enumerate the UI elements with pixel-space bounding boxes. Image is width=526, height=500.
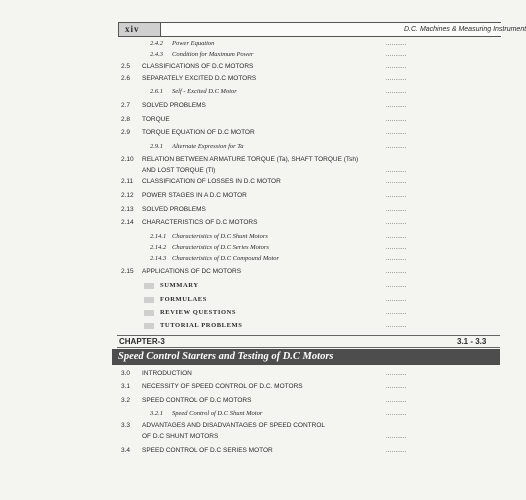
section-number: 2.12: [121, 192, 134, 199]
dot-leader: ...........: [386, 256, 407, 262]
dot-leader: ...........: [386, 220, 407, 226]
toc-entry: [0, 100, 500, 112]
bullet-bar: [144, 310, 154, 316]
subsection-number: 2.9.1: [150, 143, 163, 150]
dot-leader: ...........: [386, 193, 407, 199]
subsection-number: 2.14.1: [150, 233, 167, 240]
dot-leader: ...........: [386, 234, 407, 240]
subsection-number: 3.2.1: [150, 410, 163, 417]
entry-title: Self - Excited D.C Motor: [172, 88, 237, 95]
entry-title: SPEED CONTROL OF D.C SERIES MOTOR: [142, 447, 273, 454]
subsection-number: 2.14.3: [150, 255, 167, 262]
entry-title: Alternate Expression for Ta: [172, 143, 244, 150]
toc-entry: [0, 73, 500, 85]
toc-entry: [0, 266, 500, 278]
entry-title: APPLICATIONS OF DC MOTORS: [142, 268, 242, 275]
bullet-bar: [144, 323, 154, 329]
toc-entry: [0, 217, 500, 229]
section-number: 2.15: [121, 268, 134, 275]
toc-entry: [0, 368, 500, 380]
dot-leader: ...........: [386, 207, 407, 213]
chapter-page-range: 3.1 - 3.3: [457, 337, 487, 346]
dot-leader: ...........: [386, 76, 407, 82]
toc-entry: [0, 127, 500, 139]
book-title: D.C. Machines & Measuring Instrument: [404, 26, 526, 33]
dot-leader: ...........: [386, 103, 407, 109]
entry-title: CLASSIFICATION OF LOSSES IN D.C MOTOR: [142, 178, 281, 185]
section-number: 2.6: [121, 75, 131, 82]
dot-leader: ...........: [386, 117, 407, 123]
chapter-title: Speed Control Starters and Testing of D.C Motors: [112, 349, 500, 365]
section-number: 2.13: [121, 206, 134, 213]
entry-title: POWER STAGES IN A D.C MOTOR: [142, 192, 247, 199]
toc-entry: [0, 408, 500, 420]
toc-entry: [0, 307, 500, 319]
subsection-number: 2.4.3: [150, 51, 163, 58]
entry-title: RELATION BETWEEN ARMATURE TORQUE (Ta), SHAFT TORQUE (Tsh): [142, 156, 359, 163]
toc-entry: [0, 141, 500, 153]
toc-entry: [0, 320, 500, 332]
section-number: 3.1: [121, 383, 131, 390]
dot-leader: ...........: [386, 371, 407, 377]
dot-leader: ...........: [386, 384, 407, 390]
entry-title: CLASSIFICATIONS OF D.C MOTORS: [142, 63, 254, 70]
dot-leader: ...........: [386, 297, 407, 303]
subsection-number: 2.14.2: [150, 244, 167, 251]
section-number: 3.3: [121, 422, 131, 429]
toc-entry: [0, 176, 500, 188]
section-number: 2.9: [121, 129, 131, 136]
toc-entry: [0, 190, 500, 202]
bullet-bar: [144, 297, 154, 303]
entry-title: FORMULAES: [160, 296, 207, 303]
entry-title: CHARACTERISTICS OF D.C MOTORS: [142, 219, 258, 226]
entry-title: TORQUE: [142, 116, 170, 123]
dot-leader: ...........: [386, 398, 407, 404]
entry-title: Characteristics of D.C Series Motors: [172, 244, 269, 251]
entry-title: SOLVED PROBLEMS: [142, 206, 206, 213]
toc-entry: [0, 204, 500, 216]
dot-leader: ...........: [386, 245, 407, 251]
toc-entry: [0, 294, 500, 306]
dot-leader: ...........: [386, 144, 407, 150]
subsection-number: 2.6.1: [150, 88, 163, 95]
section-number: 3.4: [121, 447, 131, 454]
dot-leader: ...........: [386, 64, 407, 70]
entry-title: Speed Control of D.C Shunt Motor: [172, 410, 263, 417]
dot-leader: ...........: [386, 269, 407, 275]
entry-title: NECESSITY OF SPEED CONTROL OF D.C. MOTORS: [142, 383, 303, 390]
toc-entry: [0, 395, 500, 407]
toc-entry: [0, 61, 500, 73]
entry-title: TORQUE EQUATION OF D.C MOTOR: [142, 129, 255, 136]
entry-title: OF D.C SHUNT MOTORS: [142, 433, 219, 440]
toc-entry: [0, 49, 500, 61]
entry-title: Characteristics of D.C Compound Motor: [172, 255, 280, 262]
toc-entry: [0, 445, 500, 457]
entry-title: AND LOST TORQUE (Tl): [142, 167, 216, 174]
entry-title: SEPARATELY EXCITED D.C MOTORS: [142, 75, 257, 82]
dot-leader: ...........: [386, 52, 407, 58]
dot-leader: ...........: [386, 130, 407, 136]
page-header: [118, 22, 526, 37]
dot-leader: ...........: [386, 179, 407, 185]
section-number: 2.5: [121, 63, 131, 70]
toc-entry: [0, 381, 500, 393]
dot-leader: ...........: [386, 283, 407, 289]
section-number: 2.14: [121, 219, 134, 226]
toc-entry: [0, 431, 500, 443]
dot-leader: ...........: [386, 448, 407, 454]
section-number: 2.8: [121, 116, 131, 123]
bullet-bar: [144, 283, 154, 289]
chapter-heading: [117, 335, 500, 348]
section-number: 2.7: [121, 102, 131, 109]
toc-entry: [0, 86, 500, 98]
section-number: 2.10: [121, 156, 134, 163]
section-number: 2.11: [121, 178, 134, 185]
entry-title: TUTORIAL PROBLEMS: [160, 322, 243, 329]
toc-entry: [0, 253, 500, 265]
entry-title: INTRODUCTION: [142, 370, 192, 377]
entry-title: REVIEW QUESTIONS: [160, 309, 237, 316]
dot-leader: ...........: [386, 411, 407, 417]
page-number: xiv: [119, 23, 161, 36]
dot-leader: ...........: [386, 89, 407, 95]
dot-leader: ...........: [386, 41, 407, 47]
dot-leader: ...........: [386, 323, 407, 329]
entry-title: Characteristics of D.C Shunt Motors: [172, 233, 268, 240]
entry-title: SUMMARY: [160, 282, 199, 289]
entry-title: Condition for Maximum Power: [172, 51, 254, 58]
entry-title: Power Equation: [172, 40, 215, 47]
dot-leader: ...........: [386, 168, 407, 174]
section-number: 3.0: [121, 370, 131, 377]
entry-title: ADVANTAGES AND DISADVANTAGES OF SPEED CONTROL: [142, 422, 325, 429]
toc-entry: [0, 114, 500, 126]
subsection-number: 2.4.2: [150, 40, 163, 47]
entry-title: SPEED CONTROL OF D.C MOTORS: [142, 397, 252, 404]
dot-leader: ...........: [386, 310, 407, 316]
chapter-label: CHAPTER-3: [119, 337, 165, 346]
section-number: 3.2: [121, 397, 131, 404]
entry-title: SOLVED PROBLEMS: [142, 102, 206, 109]
dot-leader: ...........: [386, 434, 407, 440]
toc-entry: [0, 280, 500, 292]
